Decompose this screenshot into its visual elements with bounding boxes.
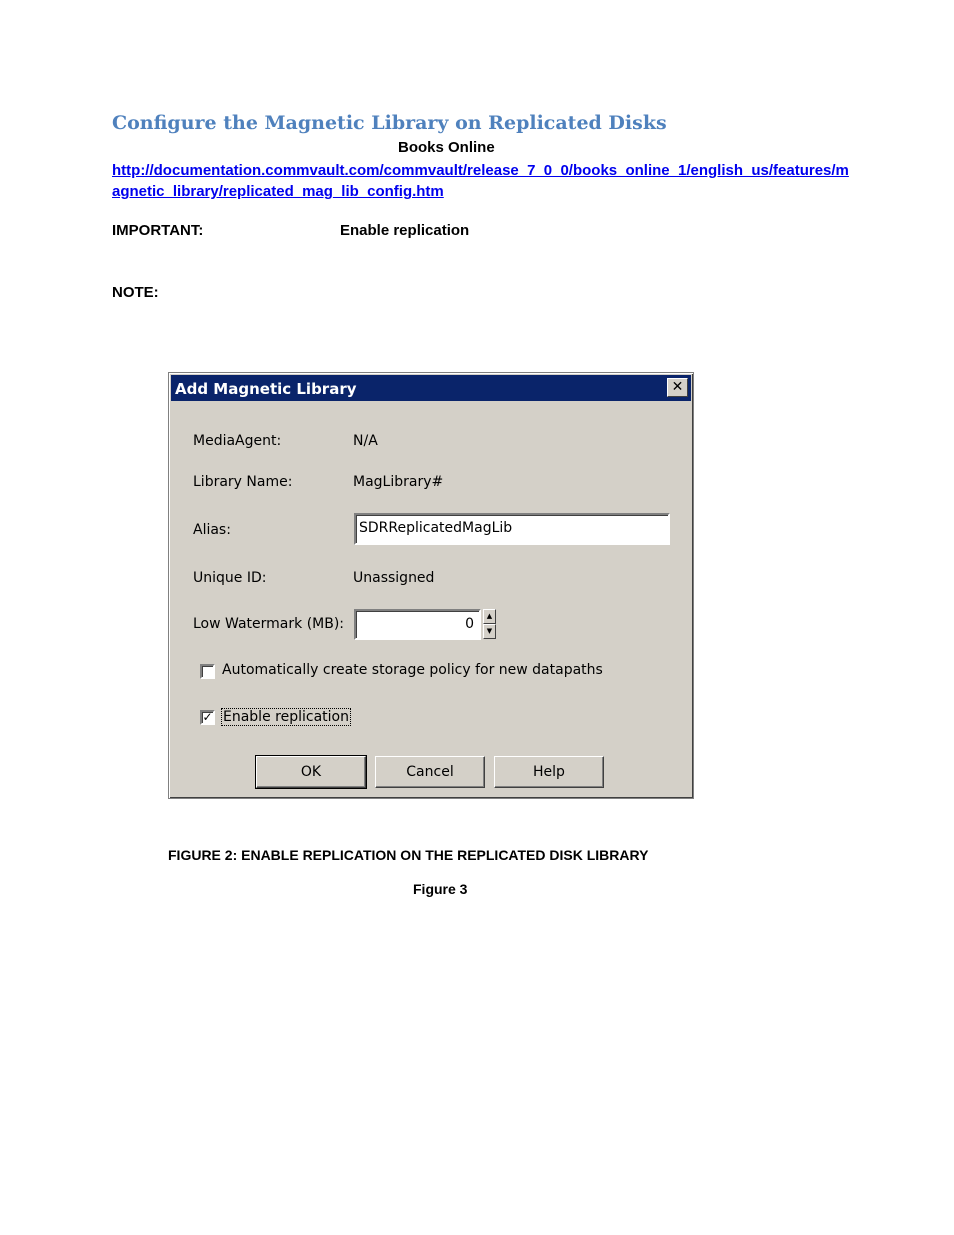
page-heading: Configure the Magnetic Library on Replicated Disks bbox=[112, 112, 667, 134]
alias-label: Alias: bbox=[193, 522, 231, 538]
ok-button[interactable]: OK bbox=[256, 756, 366, 788]
alias-input[interactable]: SDRReplicatedMagLib bbox=[354, 513, 670, 545]
unique-id-label: Unique ID: bbox=[193, 570, 267, 586]
enable-replication-checkbox[interactable]: ✓ bbox=[200, 710, 215, 725]
auto-create-policy-label[interactable]: Automatically create storage policy for new datapaths bbox=[222, 662, 603, 678]
note-label: NOTE: bbox=[112, 284, 159, 301]
dialog-title: Add Magnetic Library bbox=[175, 380, 357, 398]
library-name-label: Library Name: bbox=[193, 474, 293, 490]
figure-reference: Figure 3 bbox=[413, 881, 468, 897]
library-name-value: MagLibrary# bbox=[353, 474, 444, 490]
figure-caption: FIGURE 2: ENABLE REPLICATION ON THE REPLICATED DISK LIBRARY bbox=[168, 847, 649, 863]
media-agent-value: N/A bbox=[353, 433, 378, 449]
close-icon[interactable]: ✕ bbox=[667, 378, 688, 397]
add-magnetic-library-dialog bbox=[168, 372, 694, 799]
low-watermark-label: Low Watermark (MB): bbox=[193, 616, 345, 632]
books-online-label: Books Online bbox=[398, 139, 495, 156]
spin-up-icon[interactable]: ▲ bbox=[483, 609, 496, 624]
help-button[interactable]: Help bbox=[494, 756, 604, 788]
spin-down-icon[interactable]: ▼ bbox=[483, 624, 496, 639]
media-agent-label: MediaAgent: bbox=[193, 433, 282, 449]
auto-create-policy-checkbox[interactable] bbox=[200, 664, 215, 679]
low-watermark-input[interactable]: 0 bbox=[354, 609, 481, 640]
unique-id-value: Unassigned bbox=[353, 570, 435, 586]
enable-replication-label[interactable]: Enable replication bbox=[223, 709, 349, 725]
important-text: Enable replication bbox=[340, 222, 470, 239]
dialog-titlebar bbox=[171, 375, 691, 401]
cancel-button[interactable]: Cancel bbox=[375, 756, 485, 788]
documentation-link[interactable]: http://documentation.commvault.com/commvault/release_7_0_0/books_online_1/english_us/features/magnetic_library/replicated_mag_lib_config.htm bbox=[112, 162, 849, 200]
important-label: IMPORTANT: bbox=[112, 222, 204, 239]
low-watermark-stepper[interactable] bbox=[483, 609, 496, 639]
